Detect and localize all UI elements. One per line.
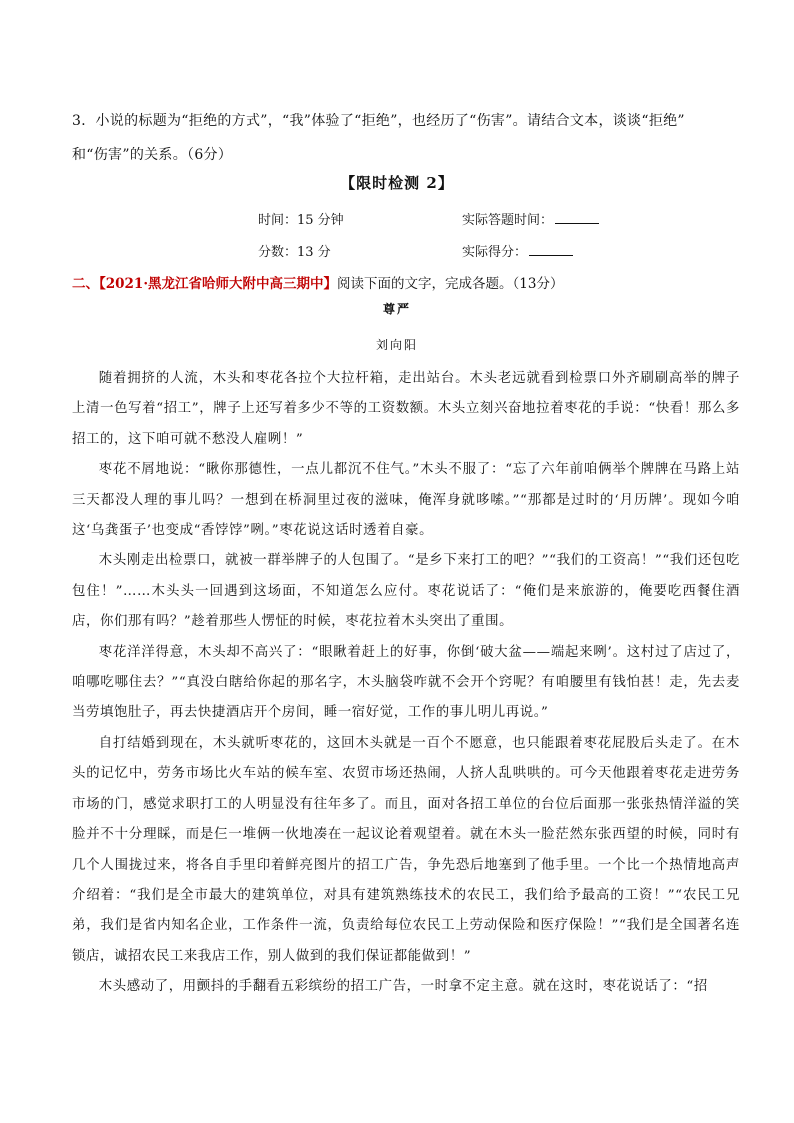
- paragraph: 木头刚走出检票口，就被一群举牌子的人包围了。“是乡下来打工的吧？”“我们的工资高！”“我们还包吃包住！”……木头头一回遇到这场面，不知道怎么应付。枣花说话了：“俺们是来旅游的，俺要吃西餐住酒店，你们那有吗？”趁着那些人愣怔的时候，枣花拉着木头突出了重围。: [72, 553, 740, 630]
- actual-score-field: [462, 241, 573, 260]
- actual-score-blank[interactable]: [529, 243, 573, 256]
- paragraph: 随着拥挤的人流，木头和枣花各拉个大拉杆箱，走出站台。木头老远就看到检票口外齐刷刷高举的牌子上清一色写着“招工”，牌子上还写着多少不等的工资数额。木头立刻兴奋地拉着枣花的手说：“快看！那么多招工的，这下咱可就不愁没人雇咧！”: [72, 371, 740, 447]
- reading-intro: [72, 272, 563, 292]
- section-title: 【限时检测 2】: [340, 174, 454, 192]
- article-author: 刘向阳: [375, 338, 418, 352]
- paragraph: 枣花不屑地说：“瞅你那德性，一点儿都沉不住气。”木头不服了：“忘了六年前咱俩举个牌牌在马路上站三天都没人理的事儿吗？一想到在桥洞里过夜的滋味，俺浑身就哆嗦。”“那都是过时的‘月历牌’。现如今咱这‘乌龚蛋子’也变成“香饽饽”咧。”枣花说这话时透着自豪。: [72, 462, 740, 539]
- actual-time-label: 实际答题时间：: [462, 213, 554, 228]
- intro-prefix: 二、: [72, 276, 99, 292]
- question-3-line-1: 3．小说的标题为“拒绝的方式”，“我”体验了“拒绝”，也经历了“伤害”。请结合文本，谈谈“拒绝”: [72, 113, 685, 129]
- question-3: [72, 104, 732, 172]
- paragraph: 枣花洋洋得意，木头却不高兴了：“眼瞅着赶上的好事，你倒‘破大盆——端起来咧’。这村过了店过了，咱哪吃哪住去？”“真没白瞎给你起的那名字，木头脑袋咋就不会开个窍呢？有咱腰里有钱怕甚！走，先去麦当劳填饱肚子，再去快捷酒店开个房间，睡一宿好觉，工作的事儿明儿再说。”: [72, 644, 740, 721]
- article-body: [72, 364, 740, 1003]
- actual-time-field: [462, 209, 599, 228]
- paragraph: 木头感动了，用颤抖的手翻看五彩缤纷的招工广告，一时拿不定主意。就在这时，枣花说话了：“招: [98, 979, 708, 995]
- actual-score-label: 实际得分：: [462, 245, 528, 260]
- total-score: 分数：13 分: [258, 245, 331, 260]
- time-limit: 时间：15 分钟: [258, 213, 344, 228]
- paragraph: 自打结婚到现在，木头就听枣花的，这回木头就是一百个不愿意，也只能跟着枣花屁股后头走了。在木头的记忆中，劳务市场比火车站的候车室、农贸市场还热闹，人挤人乱哄哄的。可今天他跟着枣花走进劳务市场的门，感觉求职打工的人明显没有往年多了。而且，面对各招工单位的台位后面那一张张热情洋溢的笑脸并不十分理睬，而是仨一堆俩一伙地凑在一起议论着观望着。就在木头一脸茫然东张西望的时候，同时有几个人围拢过来，将各自手里印着鲜亮图片的招工广告，争先恐后地塞到了他手里。一个比一个热情地高声介绍着：“我们是全市最大的建筑单位，对具有建筑熟练技术的农民工，我们给予最高的工资！”“农民工兄弟，我们是省内知名企业，工作条件一流，负责给每位农民工上劳动保险和医疗保险！”“我们是全国著名连锁店，诚招农民工来我店工作，别人做到的我们保证都能做到！”: [72, 735, 740, 964]
- article-title: 尊严: [382, 302, 411, 316]
- question-3-line-2: 和“伤害”的关系。（6分）: [72, 147, 233, 163]
- intro-instruction: 阅读下面的文字，完成各题。（13分）: [337, 276, 564, 292]
- intro-source: 【2021·黑龙江省哈师大附中高三期中】: [99, 276, 338, 292]
- actual-time-blank[interactable]: [555, 211, 599, 224]
